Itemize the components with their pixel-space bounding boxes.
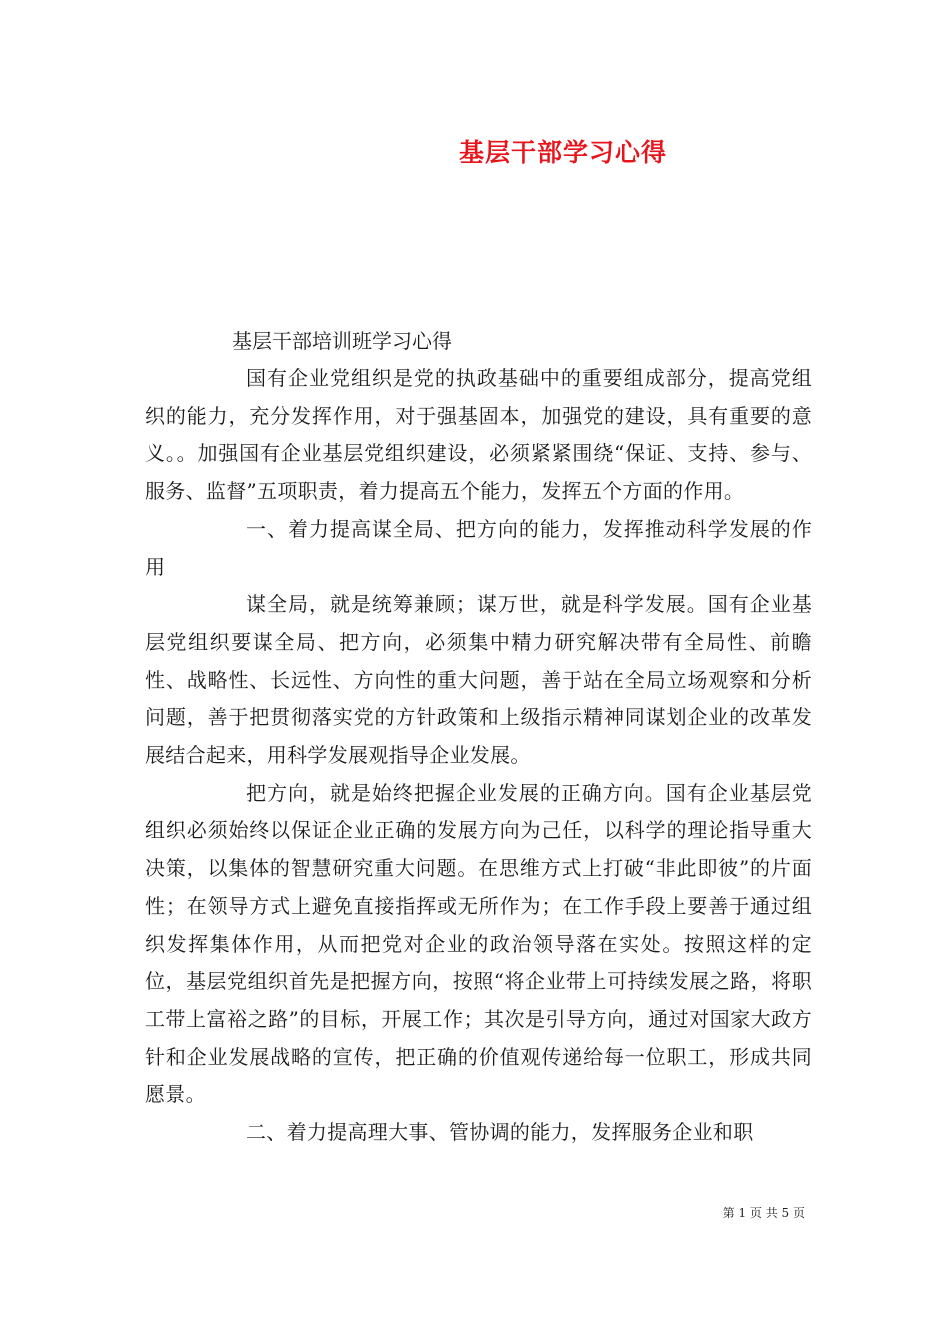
document-title: 基层干部学习心得	[458, 138, 667, 167]
paragraph-direction: 把方向，就是始终把握企业发展的正确方向。国有企业基层党组织必须始终以保证企业正确的发展方向为己任，以科学的理论指导重大决策，以集体的智慧研究重大问题。在思维方式上打破“非此即彼”的片面性；在领导方式上避免直接指挥或无所作为；在工作手段上要善于通过组织发挥集体作用，从而把党对企业的政治领导落在实处。按照这样的定位，基层党组织首先是把握方向，按照“将企业带上可持续发展之路，将职工带上富裕之路”的目标，开展工作；其次是引导方向，通过对国家大政方针和企业发展战略的宣传，把正确的价值观传递给每一位职工，形成共同愿景。	[145, 780, 812, 1107]
document-body	[145, 360, 812, 1152]
section-heading-2: 二、着力提高理大事、管协调的能力，发挥服务企业和职	[246, 1120, 754, 1145]
paragraph-intro: 国有企业党组织是党的执政基础中的重要组成部分，提高党组织的能力，充分发挥作用，对于强基固本，加强党的建设，具有重要的意义。。加强国有企业基层党组织建设，必须紧紧围绕“保证、支持、参与、服务、监督”五项职责，着力提高五个能力，发挥五个方面的作用。	[145, 366, 812, 504]
page-number-footer: 第 1 页 共 5 页	[722, 1206, 805, 1220]
section-heading-1: 一、着力提高谋全局、把方向的能力，发挥推动科学发展的作用	[145, 516, 812, 579]
paragraph-overall-planning: 谋全局，就是统筹兼顾；谋万世，就是科学发展。国有企业基层党组织要谋全局、把方向，必须集中精力研究解决带有全局性、前瞻性、战略性、长远性、方向性的重大问题，善于站在全局立场观察和分析问题，善于把贯彻落实党的方针政策和上级指示精神同谋划企业的改革发展结合起来，用科学发展观指导企业发展。	[145, 592, 812, 768]
document-subtitle: 基层干部培训班学习心得	[232, 329, 452, 353]
